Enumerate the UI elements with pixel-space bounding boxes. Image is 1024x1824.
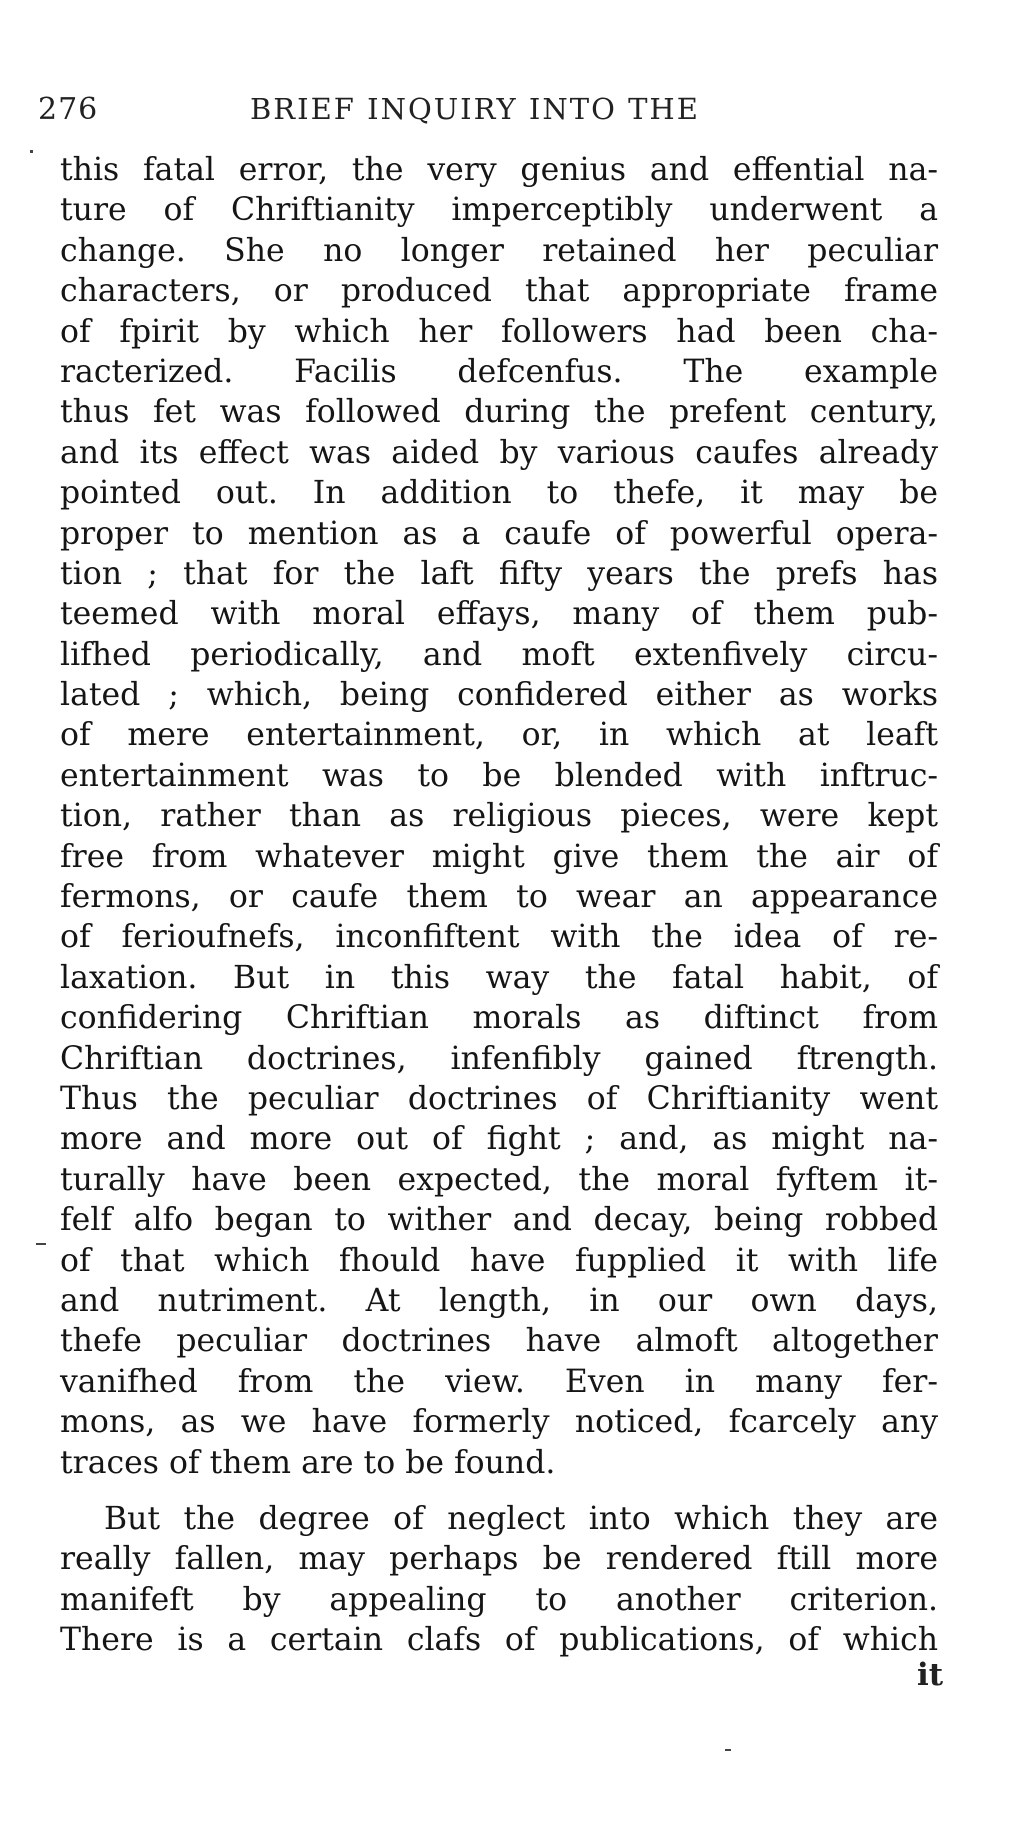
- text-line: Thus the peculiar doctrines of Chriftianity went: [60, 1080, 938, 1117]
- text-line: teemed with moral effays, many of them pub-: [60, 596, 938, 633]
- paragraph-1: [60, 150, 938, 1483]
- text-line: Chriftian doctrines, infenfibly gained ftrength.: [60, 1040, 938, 1077]
- page-number: 276: [38, 92, 99, 127]
- text-line: really fallen, may perhaps be rendered ftill more: [60, 1541, 938, 1578]
- text-line: But the degree of neglect into which they are: [104, 1500, 938, 1537]
- catchword: it: [917, 1657, 944, 1693]
- margin-mark: [30, 150, 33, 153]
- text-line: confidering Chriftian morals as diftinct from: [60, 1000, 938, 1037]
- paragraph-2: [60, 1499, 938, 1661]
- text-line: manifeft by appealing to another criterion.: [60, 1581, 938, 1618]
- text-line: this fatal error, the very genius and effential na-: [60, 152, 938, 188]
- text-line: change. She no longer retained her peculiar: [60, 232, 938, 269]
- text-line: turally have been expected, the moral fyftem it-: [60, 1161, 938, 1198]
- text-line: lifhed periodically, and moft extenfively circu-: [60, 636, 938, 673]
- text-line: There is a certain clafs of publications, of which: [60, 1622, 938, 1659]
- text-line: proper to mention as a caufe of powerful opera-: [60, 515, 938, 552]
- page-header: [38, 92, 738, 132]
- text-line: and nutriment. At length, in our own days,: [60, 1282, 938, 1319]
- margin-mark: [725, 1749, 731, 1751]
- text-line: vanifhed from the view. Even in many fer-: [60, 1363, 938, 1400]
- text-line: mons, as we have formerly noticed, fcarcely any: [60, 1404, 938, 1441]
- running-head: BRIEF INQUIRY INTO THE: [250, 92, 700, 126]
- paragraph-gap: [60, 1483, 938, 1499]
- text-line: entertainment was to be blended with inftruc-: [60, 757, 938, 794]
- margin-mark: [36, 1243, 46, 1245]
- text-line: and its effect was aided by various caufes already: [60, 434, 938, 471]
- body-text: [60, 150, 938, 1660]
- text-line: racterized. Facilis defcenfus. The example: [60, 353, 938, 390]
- text-line: traces of them are to be found.: [60, 1444, 556, 1481]
- text-line: felf alfo began to wither and decay, being robbed: [60, 1202, 938, 1239]
- text-line: characters, or produced that appropriate frame: [60, 273, 938, 310]
- text-line: ture of Chriftianity imperceptibly underwent a: [60, 192, 938, 229]
- text-line: of ferioufnefs, inconfiftent with the idea of re-: [60, 919, 938, 956]
- text-line: fermons, or caufe them to wear an appearance: [60, 879, 938, 916]
- text-line: of mere entertainment, or, in which at leaft: [60, 717, 938, 754]
- text-line: of that which fhould have fupplied it with life: [60, 1242, 938, 1279]
- text-line: more and more out of fight ; and, as might na-: [60, 1121, 938, 1158]
- text-line: tion ; that for the laft fifty years the prefs has: [60, 555, 938, 592]
- text-line: thus fet was followed during the prefent century,: [60, 394, 938, 431]
- text-line: lated ; which, being confidered either as works: [60, 677, 938, 714]
- text-line: free from whatever might give them the air of: [60, 838, 938, 875]
- text-line: pointed out. In addition to thefe, it may be: [60, 475, 938, 512]
- text-line: tion, rather than as religious pieces, were kept: [60, 798, 938, 835]
- text-line: of fpirit by which her followers had been cha-: [60, 313, 938, 350]
- text-line: thefe peculiar doctrines have almoft altogether: [60, 1323, 938, 1360]
- text-line: laxation. But in this way the fatal habit, of: [60, 959, 938, 996]
